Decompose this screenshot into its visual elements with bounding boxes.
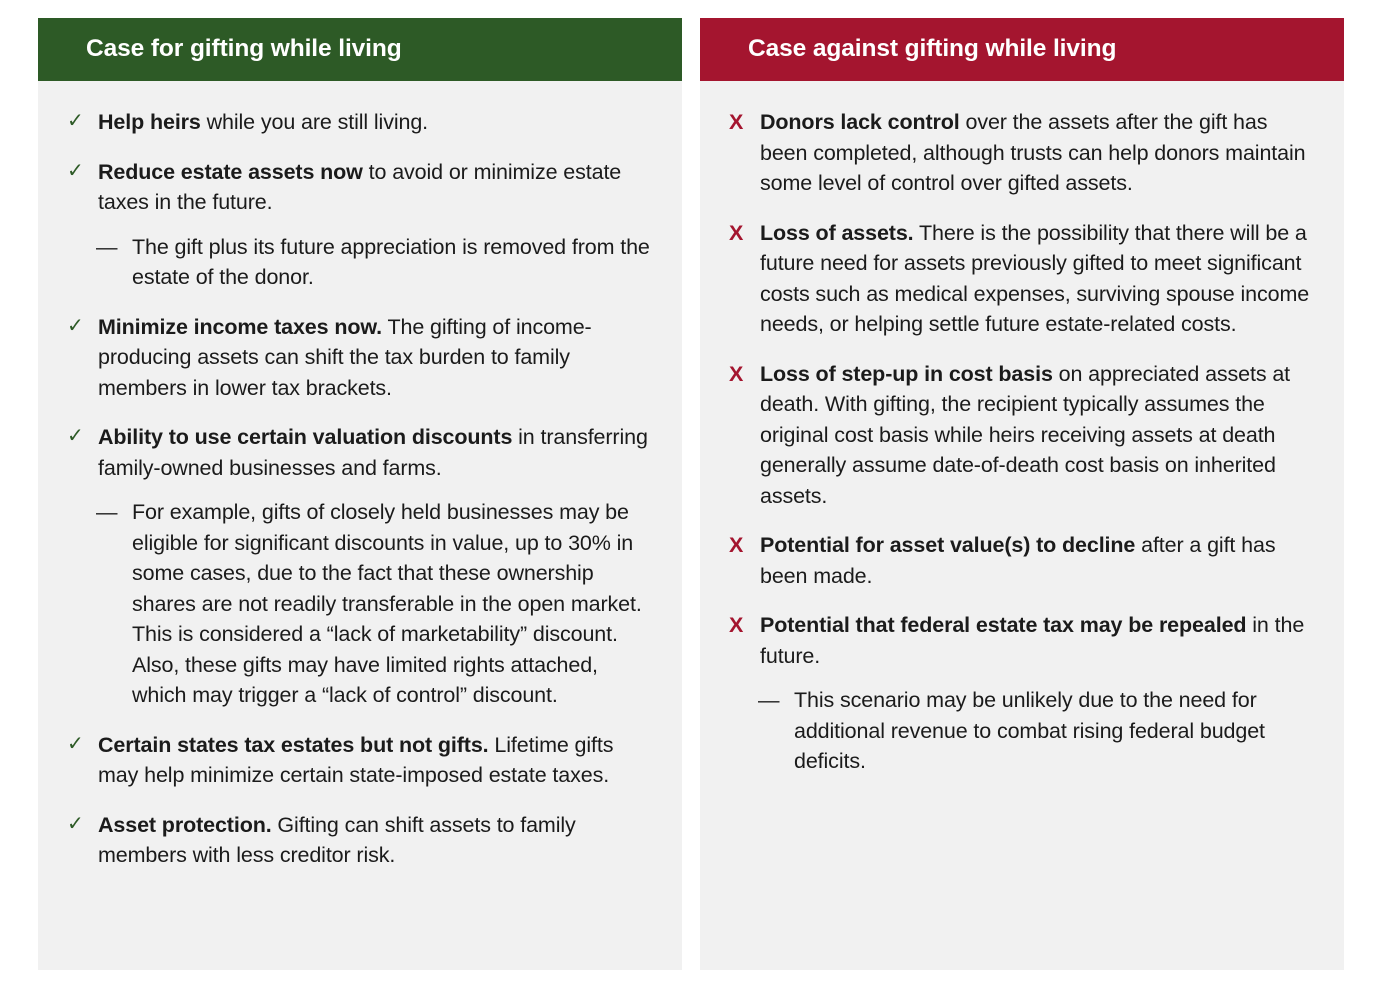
check-icon: ✓ — [67, 732, 84, 755]
pro-panel-body — [38, 81, 682, 970]
list-item-text: while you are still living. — [200, 110, 429, 134]
list-item-text: in the future. — [760, 613, 1305, 668]
pro-panel — [38, 18, 682, 970]
check-icon: ✓ — [67, 812, 84, 835]
x-icon: X — [729, 110, 744, 134]
check-icon: ✓ — [67, 425, 84, 448]
list-item-lead: Minimize income taxes now. — [98, 314, 383, 339]
list-item-text: There is the possibility that there will be a future need for assets previously gifted to meet significant costs such as medical expenses, surviving spouse income needs, or helping settle future estate-related costs. — [760, 220, 1310, 337]
list-item-lead: Loss of step-up in cost basis — [760, 361, 1053, 386]
list-item-lead: Potential that federal estate tax may be repealed — [760, 613, 1247, 638]
sub-list-item-text: For example, gifts of closely held businesses may be eligible for significant discounts in value, up to 30% in some cases, due to the fact that these ownership shares are not readily transferable in the open market. This is considered a “lack of marketability” discount. Also, these gifts may have limited rights attached, which may trigger a “lack of control” discount. — [132, 500, 642, 708]
list-item-lead: Certain states tax estates but not gifts. — [98, 732, 489, 757]
list-item — [726, 359, 1318, 512]
pro-panel-title: Case for gifting while living — [86, 35, 402, 63]
list-item — [64, 107, 656, 138]
x-icon: X — [729, 220, 744, 245]
pro-bullet-list — [64, 107, 656, 871]
list-item — [726, 610, 1318, 777]
x-icon: X — [729, 613, 744, 638]
sub-list-item — [96, 232, 656, 293]
con-panel-body — [700, 81, 1344, 970]
list-item-lead: Loss of assets. — [760, 220, 914, 245]
con-bullet-list — [726, 107, 1318, 777]
list-item-lead: Asset protection. — [98, 812, 272, 837]
list-item — [64, 730, 656, 791]
pro-panel-header — [38, 18, 682, 81]
list-item-text: Gifting can shift assets to family members with less creditor risk. — [98, 812, 576, 868]
sub-list — [96, 497, 656, 711]
list-item-text: in transferring family-owned businesses and farms. — [98, 425, 648, 480]
list-item — [726, 107, 1318, 199]
sub-list — [758, 685, 1318, 777]
list-item — [64, 810, 656, 871]
list-item-text: on appreciated assets at death. With gifting, the recipient typically assumes the original cost basis while heirs receiving assets at death generally assume date-of-death cost basis on inherited assets. — [760, 361, 1291, 508]
x-icon: X — [729, 533, 744, 558]
list-item-text: The gifting of income-producing assets can shift the tax burden to family members in lower tax brackets. — [98, 314, 592, 400]
list-item-lead: Help heirs — [98, 110, 201, 134]
list-item-text: to avoid or minimize estate taxes in the future. — [98, 159, 622, 215]
list-item — [726, 530, 1318, 591]
con-panel — [700, 18, 1344, 970]
list-item-text: over the assets after the gift has been completed, although trusts can help donors maintain some level of control over gifted assets. — [760, 110, 1306, 196]
list-item — [64, 157, 656, 293]
sub-list-item-text: This scenario may be unlikely due to the need for additional revenue to combat rising federal budget deficits. — [794, 688, 1265, 774]
sub-list-item-text: The gift plus its future appreciation is removed from the estate of the donor. — [132, 234, 650, 290]
sub-list — [96, 232, 656, 293]
list-item-lead: Reduce estate assets now — [98, 159, 363, 184]
sub-list-item — [96, 497, 656, 711]
list-item-lead: Donors lack control — [760, 110, 960, 134]
list-item-lead: Ability to use certain valuation discounts — [98, 425, 513, 450]
list-item-text: after a gift has been made. — [760, 533, 1276, 588]
list-item — [726, 218, 1318, 340]
em-dash-icon: — — [96, 500, 118, 525]
check-icon: ✓ — [67, 110, 84, 132]
list-item-lead: Potential for asset value(s) to decline — [760, 533, 1136, 558]
x-icon: X — [729, 361, 744, 386]
em-dash-icon: — — [758, 688, 780, 713]
con-panel-title: Case against gifting while living — [748, 35, 1117, 63]
list-item — [64, 422, 656, 711]
check-icon: ✓ — [67, 314, 84, 337]
list-item — [64, 312, 656, 404]
sub-list-item — [758, 685, 1318, 777]
con-panel-header — [700, 18, 1344, 81]
list-item-text: Lifetime gifts may help minimize certain state-imposed estate taxes. — [98, 732, 614, 788]
em-dash-icon: — — [96, 234, 118, 259]
check-icon: ✓ — [67, 159, 84, 182]
